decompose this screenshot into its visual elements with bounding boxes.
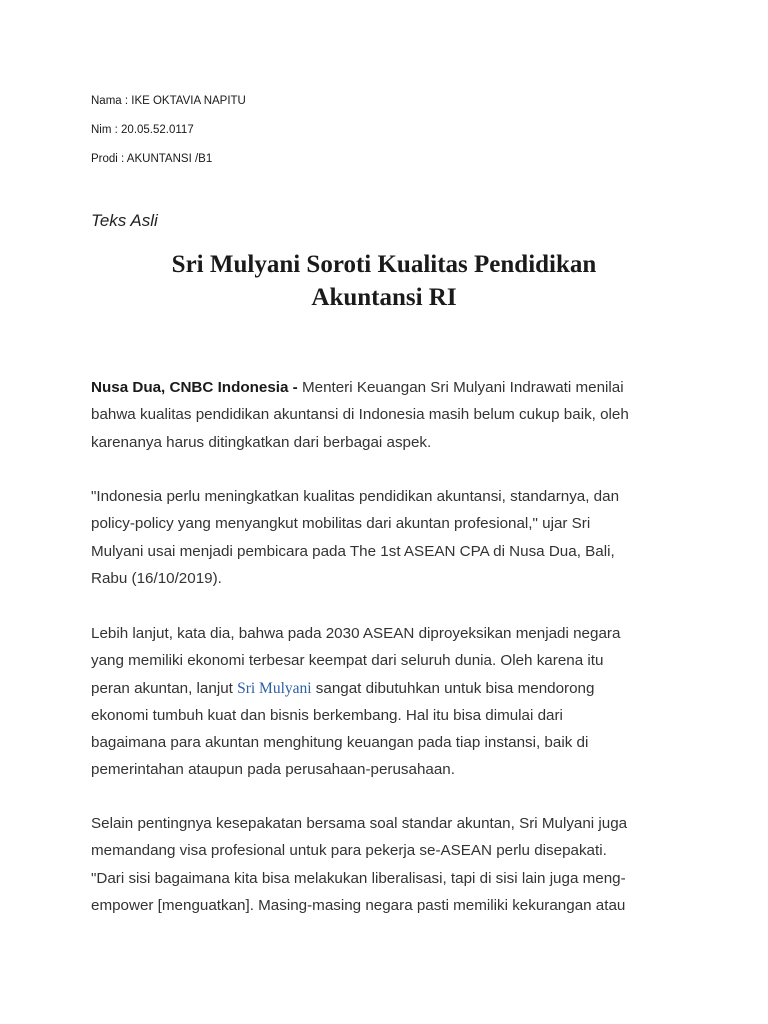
article-title-line-2: Akuntansi RI [311, 284, 457, 311]
paragraph-line: bahwa kualitas pendidikan akuntansi di Indonesia masih belum cukup baik, oleh [91, 406, 629, 424]
paragraph-line: Mulyani usai menjadi pembicara pada The 1st ASEAN CPA di Nusa Dua, Bali, [91, 542, 615, 560]
student-id: Nim : 20.05.52.0117 [91, 124, 194, 136]
paragraph-text: sangat dibutuhkan untuk bisa mendorong [311, 679, 595, 697]
paragraph-line: yang memiliki ekonomi terbesar keempat dari seluruh dunia. Oleh karena itu [91, 652, 604, 670]
paragraph-line: Lebih lanjut, kata dia, bahwa pada 2030 ASEAN diproyeksikan menjadi negara [91, 625, 621, 642]
paragraph-text: peran akuntan, lanjut [91, 679, 238, 697]
paragraph-line: policy-policy yang menyangkut mobilitas dari akuntan profesional," ujar Sri [91, 515, 591, 533]
paragraph-line: Selain pentingnya kesepakatan bersama soal standar akuntan, Sri Mulyani juga [91, 815, 628, 832]
paragraph-line: bagaimana para akuntan menghitung keuangan pada tiap instansi, baik di [91, 734, 589, 752]
paragraph-4 [91, 810, 681, 919]
study-program: Prodi : AKUNTANSI /B1 [91, 153, 213, 165]
paragraph-line: ekonomi tumbuh kuat dan bisnis berkembang. Hal itu bisa dimulai dari [91, 706, 563, 724]
paragraph-line: "Indonesia perlu meningkatkan kualitas pendidikan akuntansi, standarnya, dan [91, 488, 620, 505]
paragraph-2 [91, 483, 681, 592]
paragraph-line: empower [menguatkan]. Masing-masing negara pasti memiliki kekurangan atau [91, 896, 626, 914]
paragraph-text: Menteri Keuangan Sri Mulyani Indrawati menilai [297, 379, 624, 396]
paragraph-3 [91, 620, 681, 784]
paragraph-line: karenanya harus ditingkatkan dari berbagai aspek. [91, 433, 432, 451]
student-name: Nama : IKE OKTAVIA NAPITU [91, 95, 246, 107]
paragraph-line: memandang visa profesional untuk para pekerja se-ASEAN perlu disepakati. [91, 842, 607, 860]
sri-mulyani-link[interactable]: Sri Mulyani [237, 679, 312, 697]
paragraph-line [91, 675, 681, 702]
paragraph-line: "Dari sisi bagaimana kita bisa melakukan liberalisasi, tapi di sisi lain juga meng- [91, 869, 626, 887]
section-label: Teks Asli [91, 211, 158, 230]
paragraph-line: Rabu (16/10/2019). [91, 569, 222, 587]
article-title-line-1: Sri Mulyani Soroti Kualitas Pendidikan [171, 251, 597, 278]
dateline: Nusa Dua, CNBC Indonesia - [91, 379, 298, 396]
paragraph-line: pemerintahan ataupun pada perusahaan-perusahaan. [91, 761, 455, 779]
article-title [91, 248, 677, 314]
paragraph-1 [91, 374, 681, 456]
paragraph-line [91, 374, 681, 401]
